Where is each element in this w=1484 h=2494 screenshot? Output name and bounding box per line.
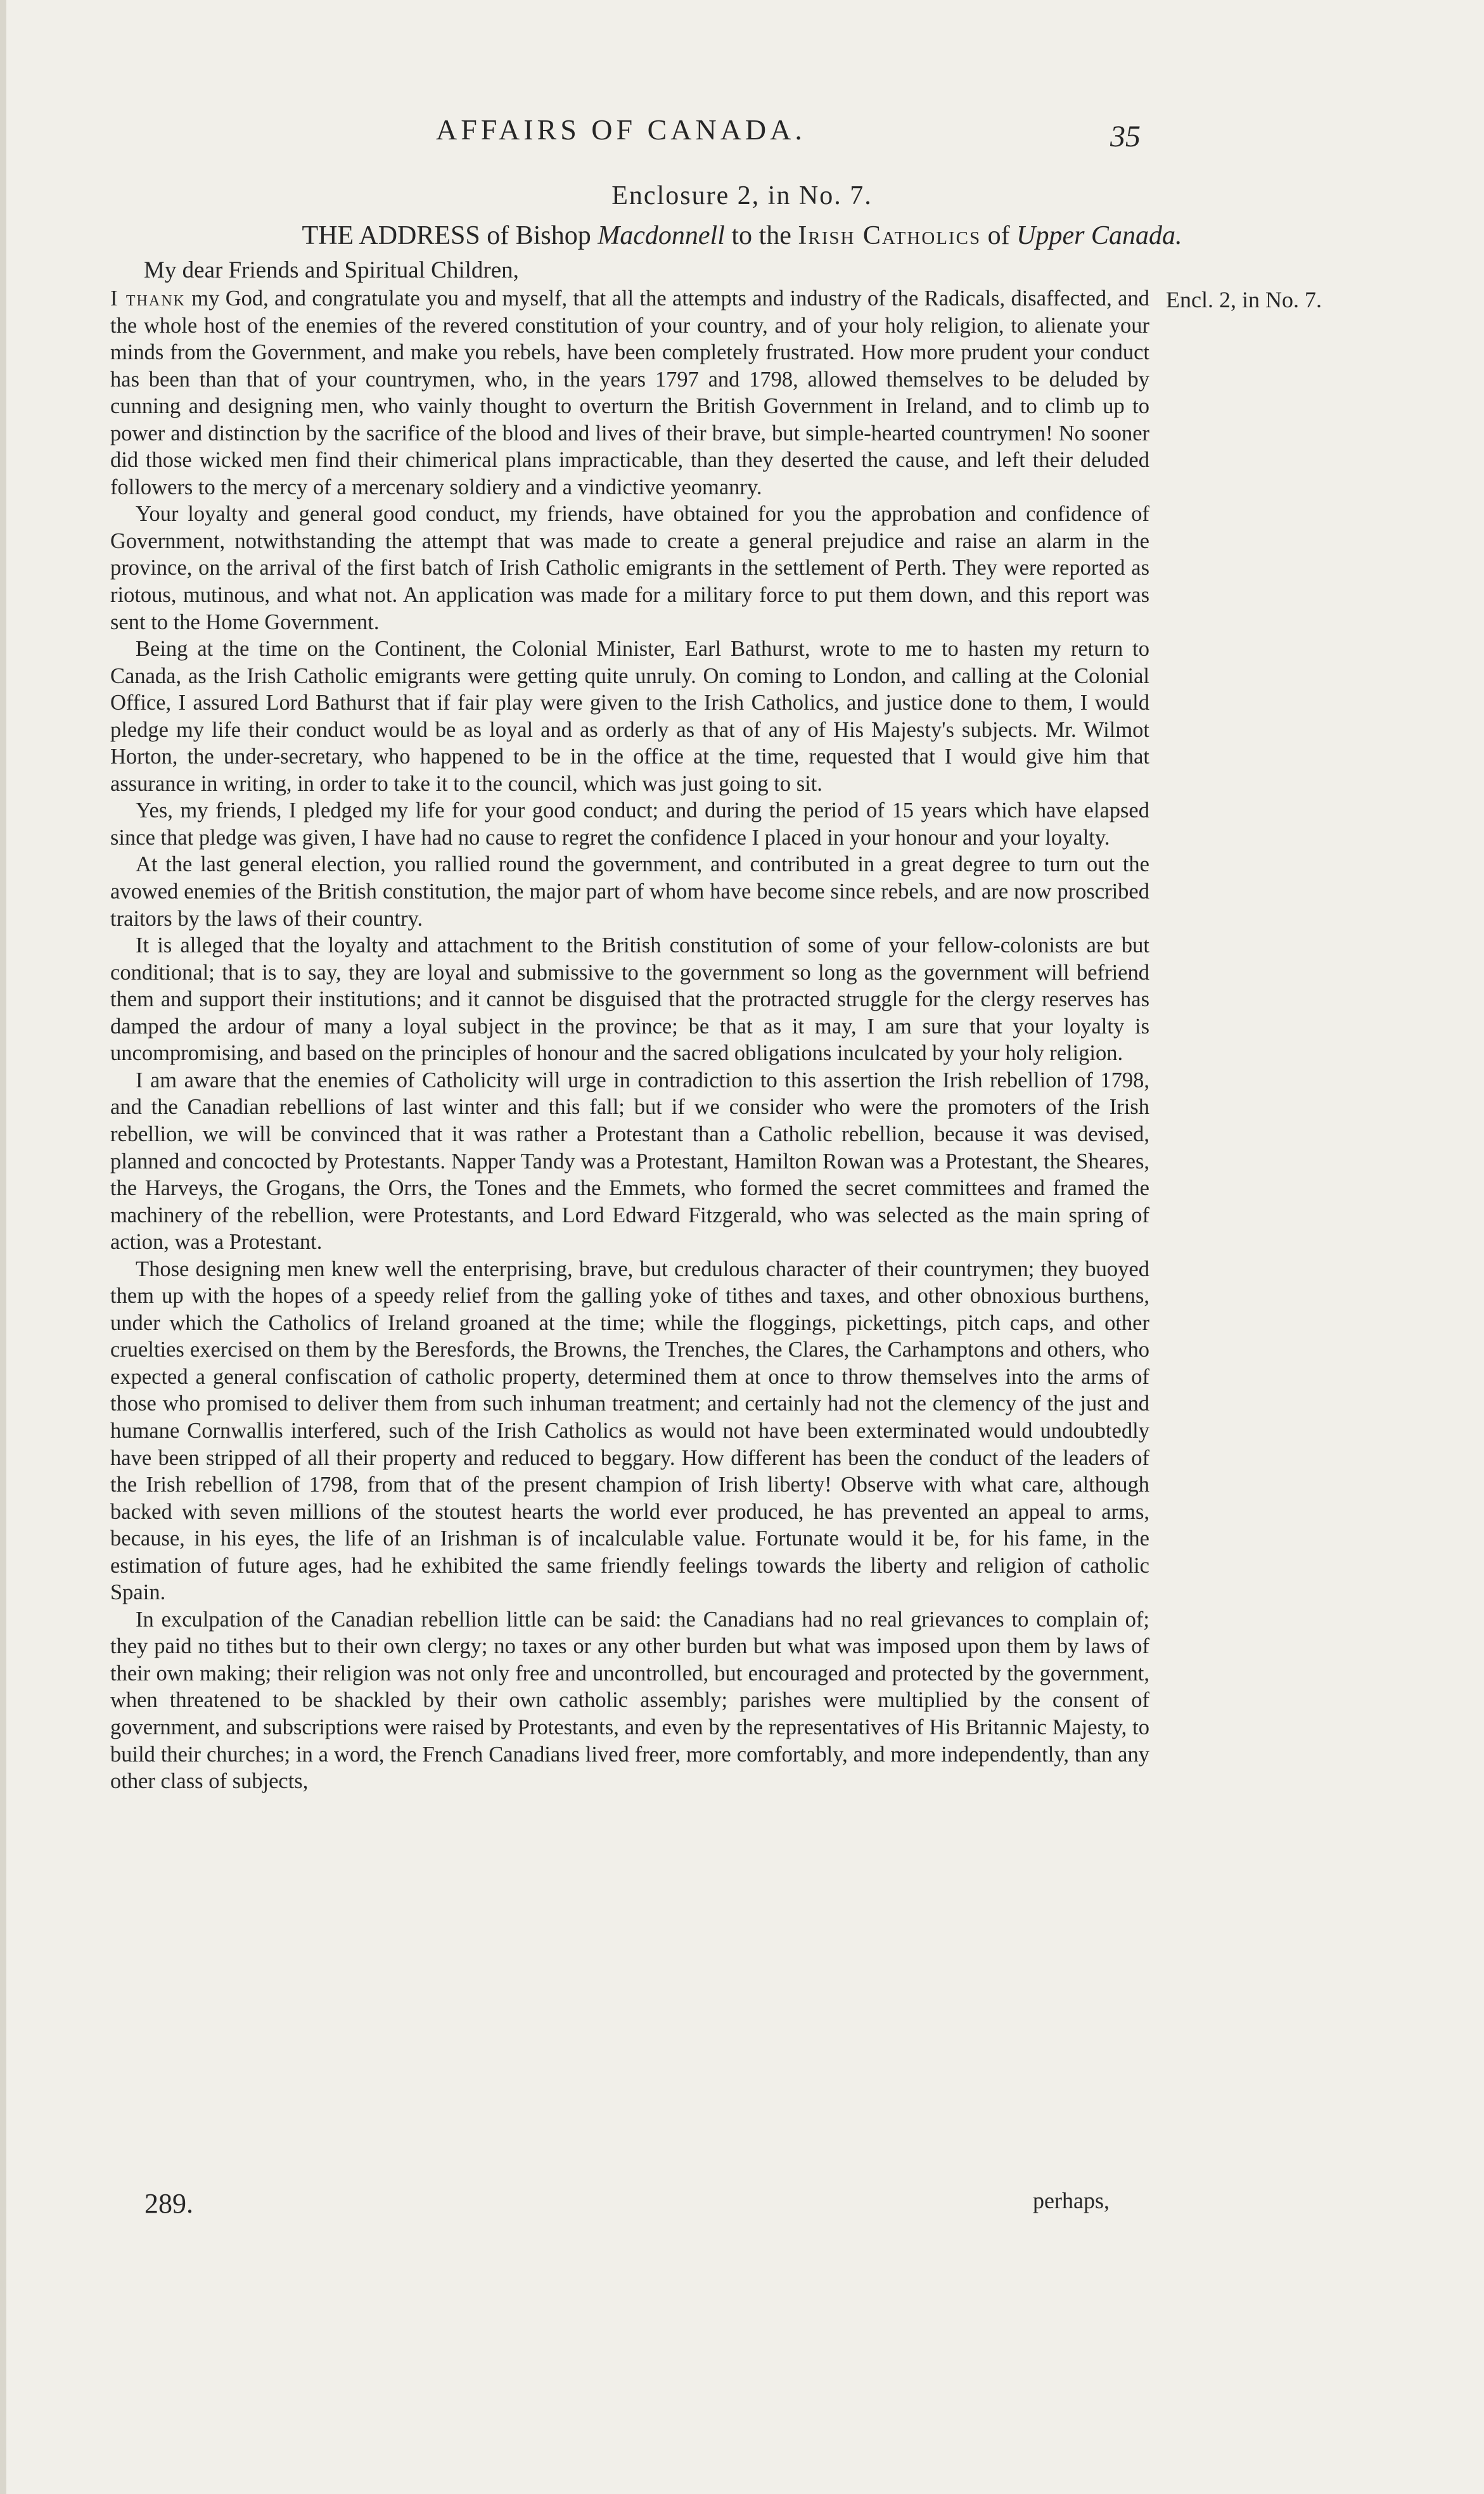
paragraph-7: I am aware that the enemies of Catholicity will urge in contradiction to this assertion the Irish rebellion of 1798, and the Canadian rebellions of last winter and this fall; but if we consider who were the promoters of the Irish rebellion, we will be convinced that it was rather a Protestant than a Catholic rebellion, because it was devised, planned and concocted by Protestants. Napper Tandy was a Protestant, Hamilton Rowan was a Protestant, the Sheares, the Harveys, the Grogans, the Orrs, the Tones and the Emmets, who formed the secret committees and framed the machinery of the rebellion, were Protestants, and Lord Edward Fitzgerald, who was selected as the main spring of action, was a Protestant. xyxy=(110,1068,1149,1255)
document-title xyxy=(0,221,1484,251)
paragraph-1 xyxy=(110,285,1149,501)
page-header xyxy=(0,113,1484,163)
title-of: of xyxy=(981,221,1017,250)
catchword: perhaps, xyxy=(1033,2188,1110,2213)
margin-note: Encl. 2, in No. 7. xyxy=(1166,287,1322,312)
title-middle: to the xyxy=(724,221,798,250)
paragraph-9: In exculpation of the Canadian rebellion little can be said: the Canadians had no real grievances to complain of; they paid no tithes but to their own clergy; no taxes or any other burden but what was imposed upon them by laws of their own making; their religion was not only free and uncontrolled, but encouraged and protected by the government, when threatened to be shackled by their own catholic assembly; parishes were multiplied by the consent of government, and subscriptions were raised by Protestants, and even by the representatives of His Britannic Majesty, to build their churches; in a word, the French Canadians lived freer, more comfortably, and more independently, than any other class of subjects, xyxy=(110,1607,1149,1794)
paragraph-5: At the last general election, you rallied round the government, and contributed in a great degree to turn out the avowed enemies of the British constitution, the major part of whom have become since rebels, and are now proscribed traitors by the laws of their country. xyxy=(110,852,1149,931)
paragraph-6: It is alleged that the loyalty and attachment to the British constitution of some of your fellow-colonists are but conditional; that is to say, they are loyal and submissive to the government so long as the government will befriend them and support their institutions; and it cannot be disguised that the protracted struggle for the clergy reserves has damped the ardour of many a loyal subject in the province; be that as it may, I am sure that your loyalty is uncompromising, and based on the principles of honour and the sacred obligations inculcated by your holy religion. xyxy=(110,933,1149,1066)
opening-words: I thank xyxy=(110,286,186,310)
title-audience: Irish Catholics xyxy=(798,221,982,250)
title-place: Upper Canada. xyxy=(1016,221,1182,250)
running-title: AFFAIRS OF CANADA. xyxy=(436,113,806,146)
salutation: My dear Friends and Spiritual Children, xyxy=(144,257,519,283)
enclosure-heading: Enclosure 2, in No. 7. xyxy=(611,181,873,210)
paragraph-3: Being at the time on the Continent, the Colonial Minister, Earl Bathurst, wrote to me to hasten my return to Canada, as the Irish Catholic emigrants were getting quite unruly. On coming to London, and calling at the Colonial Office, I assured Lord Bathurst that if fair play were given to the Irish Catholics, and justice done to them, I would pledge my life their conduct would be as loyal and as orderly as that of any of His Majesty's subjects. Mr. Wilmot Horton, the under-secretary, who happened to be in the office at the time, requested that I would give him that assurance in writing, in order to take it to the council, which was just going to sit. xyxy=(110,637,1149,796)
page-number: 35 xyxy=(1110,120,1141,153)
title-author: Macdonnell xyxy=(598,221,725,250)
paragraph-2: Your loyalty and general good conduct, my friends, have obtained for you the approbation and confidence of Government, notwithstanding the attempt that was made to create a general prejudice and raise an alarm in the province, on the arrival of the first batch of Irish Catholic emigrants in the settlement of Perth. They were reported as riotous, mutinous, and what not. An application was made for a military force to put them down, and this report was sent to the Home Government. xyxy=(110,502,1149,634)
paragraph-4: Yes, my friends, I pledged my life for your good conduct; and during the period of 15 years which have elapsed since that pledge was given, I have had no cause to regret the confidence I placed in your honour and your loyalty. xyxy=(110,798,1149,850)
address-body xyxy=(110,285,1149,1795)
paragraph-8: Those designing men knew well the enterprising, brave, but credulous character of their countrymen; they buoyed them up with the hopes of a speedy relief from the galling yoke of tithes and taxes, and other obnoxious burthens, under which the Catholics of Ireland groaned at the time; while the floggings, pickettings, pitch caps, and other cruelties exercised on them by the Beresfords, the Browns, the Trenches, the Clares, the Carhamptons and others, who expected a general confiscation of catholic property, determined them at once to throw themselves into the arms of those who promised to deliver them from such inhuman treatment; and certainly had not the clemency of the just and humane Cornwallis interfered, such of the Irish Catholics as would not have been exterminated would undoubtedly have been stripped of all their property and reduced to beggary. How different has been the conduct of the leaders of the Irish rebellion of 1798, from that of the present champion of Irish liberty! Observe with what care, although backed with seven millions of the stoutest hearts the world ever produced, he has prevented an appeal to arms, because, in his eyes, the life of an Irishman is of incalculable value. Fortunate would it be, for his fame, in the estimation of future ages, had he exhibited the same friendly feelings towards the liberty and religion of catholic Spain. xyxy=(110,1257,1149,1605)
page-footer xyxy=(0,2187,1484,2225)
paragraph-1-text: my God, and congratulate you and myself, that all the attempts and industry of the Radicals, disaffected, and the whole host of the enemies of the revered constitution of your country, and of your holy religion, to alienate your minds from the Government, and make you rebels, have been completely frustrated. How more prudent your conduct has been than that of your countrymen, who, in the years 1797 and 1798, allowed themselves to be deluded by cunning and designing men, who vainly thought to overturn the British Government in Ireland, and to climb up to power and distinction by the sacrifice of the blood and lives of their brave, but simple-hearted countrymen! No sooner did those wicked men find their chimerical plans impracticable, than they deserted the cause, and left their deluded followers to the mercy of a mercenary soldiery and a vindictive yeomanry. xyxy=(110,286,1149,499)
title-prefix: THE ADDRESS of Bishop xyxy=(302,221,598,250)
signature-mark: 289. xyxy=(144,2188,193,2219)
